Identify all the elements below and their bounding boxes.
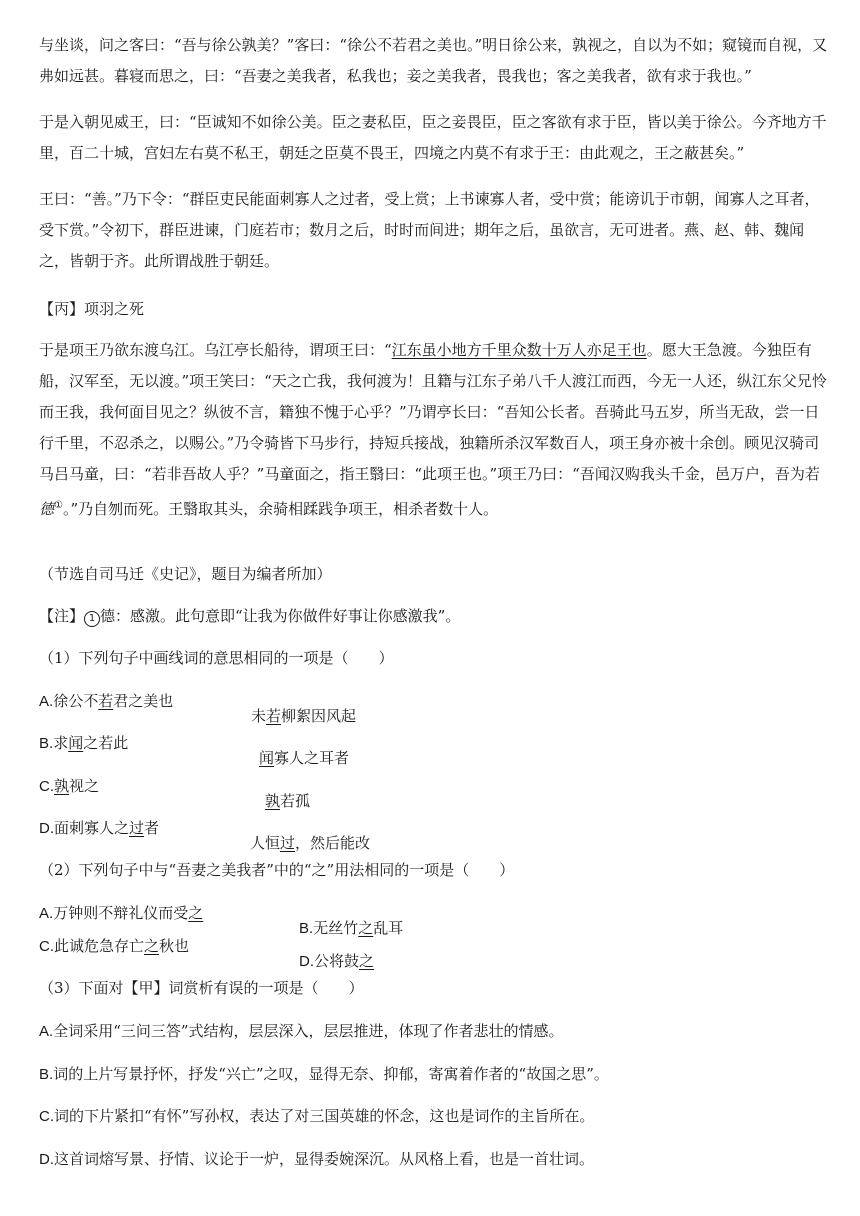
footnote-number: 1 bbox=[84, 611, 100, 627]
option-text: 君之美也 bbox=[113, 692, 174, 710]
underlined-word: 若 bbox=[266, 707, 282, 725]
option-text: 秋也 bbox=[159, 937, 190, 955]
option-text: 乱耳 bbox=[373, 919, 404, 937]
option-letter: C. bbox=[39, 1108, 54, 1125]
passage-bing-text-b: 。愿大王急渡。今独臣有船，汉军至，无以渡。”项王笑曰：“天之亡我，我何渡为！且籍与江东子弟八千人渡江而西，今无一人还，纵江东父兄怜而王我，我何面目见之？纵彼不言，籍独不愧于心乎？”乃谓亭长曰：“吾知公长者。吾骑此马五岁，所当无敌，尝一日行千里，不忍杀之，以赐公。”乃令骑皆下马步行，持短兵接战，独籍所杀汉军数百人，项王身亦被十余创。顾见汉骑司马吕马童，曰：“若非吾故人乎？”马童面之，指王翳曰：“此项王也。”项王乃曰：“吾闻汉购我头千金，邑万户，吾为若 bbox=[39, 341, 827, 483]
option-text: 若孤 bbox=[280, 792, 311, 810]
question-1-option-d-second bbox=[250, 832, 370, 854]
passage-bing-heading: 【丙】项羽之死 bbox=[39, 300, 145, 318]
question-3-stem: （3）下面对【甲】词赏析有误的一项是（ ） bbox=[39, 979, 364, 997]
annotated-word-de: 德 bbox=[39, 500, 55, 518]
passage-bing-paragraph bbox=[39, 335, 829, 525]
underlined-word: 过 bbox=[129, 819, 145, 837]
passage-bing-underlined-sentence: 江东虽小地方千里众数十万人亦足王也 bbox=[391, 341, 647, 359]
underlined-word: 若 bbox=[98, 692, 114, 710]
underlined-word: 之 bbox=[358, 919, 374, 937]
option-letter: C. bbox=[39, 778, 54, 795]
question-3-option-d bbox=[39, 1148, 594, 1171]
passage-bing-text-a: 于是项王乃欲东渡乌江。乌江亭长船待，谓项王曰：“ bbox=[39, 341, 392, 359]
passage-yi-paragraph-3: 王曰：“善。”乃下令：“群臣吏民能面刺寡人之过者，受上赏；上书谏寡人者，受中赏；能谤讥于市朝，闻寡人之耳者，受下赏。”令初下，群臣进谏，门庭若市；数月之后，时时而间进；期年之后，虽欲言，无可进者。燕、赵、韩、魏闻之，皆朝于齐。此所谓战胜于朝廷。 bbox=[39, 190, 820, 270]
question-1-option-b-second bbox=[259, 747, 349, 769]
passage-yi-paragraph-1: 与坐谈，问之客曰：“吾与徐公孰美？”客曰：“徐公不若君之美也。”明日徐公来，孰视之，自以为不如；窥镜而自视，又弗如远甚。暮寝而思之，曰：“吾妻之美我者，私我也；妾之美我者，畏我也；客之美我者，欲有求于我也。” bbox=[39, 36, 828, 85]
underlined-word: 过 bbox=[280, 834, 296, 852]
option-text: 求 bbox=[53, 734, 69, 752]
passage-yi-paragraph-2: 于是入朝见威王，曰：“臣诚知不如徐公美。臣之妻私臣，臣之妾畏臣，臣之客欲有求于臣，皆以美于徐公。今齐地方千里，百二十城，宫妇左右莫不私王，朝廷之臣莫不畏王，四境之内莫不有求于王：由此观之，王之蔽甚矣。” bbox=[39, 113, 827, 162]
question-1-option-b bbox=[39, 732, 128, 755]
option-text: 词的下片紧扣“有怀”写孙权，表达了对三国英雄的怀念，这也是词作的主旨所在。 bbox=[54, 1107, 595, 1125]
footnote-marker: ① bbox=[54, 500, 63, 511]
option-text: 词的上片写景抒怀，抒发“兴亡”之叹，显得无奈、抑郁，寄寓着作者的“故国之思”。 bbox=[53, 1065, 609, 1083]
option-text: 万钟则不辩礼仪而受 bbox=[53, 904, 189, 922]
option-text: 未 bbox=[251, 707, 267, 725]
underlined-word: 之 bbox=[359, 952, 375, 970]
question-1-option-d bbox=[39, 817, 159, 840]
option-letter: A. bbox=[39, 1023, 54, 1040]
underlined-word: 闻 bbox=[259, 749, 275, 767]
underlined-word: 孰 bbox=[265, 792, 281, 810]
footnote-label: 【注】 bbox=[39, 607, 85, 625]
underlined-word: 孰 bbox=[54, 777, 70, 795]
option-text: 视之 bbox=[69, 777, 100, 795]
question-2-option-d bbox=[299, 950, 374, 973]
footnote-text: 德：感激。此句意即“让我为你做件好事让你感激我”。 bbox=[100, 607, 461, 625]
option-text: 徐公不 bbox=[53, 692, 99, 710]
option-letter: C. bbox=[39, 938, 54, 955]
underlined-word: 之 bbox=[188, 904, 204, 922]
question-1-option-c bbox=[39, 775, 99, 798]
question-2-option-b bbox=[299, 917, 403, 940]
question-1-option-a bbox=[39, 690, 173, 713]
option-letter: D. bbox=[39, 1151, 54, 1168]
option-letter: B. bbox=[299, 920, 314, 937]
option-text: 此诚危急存亡 bbox=[54, 937, 145, 955]
passage-source: （节选自司马迁《史记》，题目为编者所加） bbox=[39, 565, 332, 583]
question-1-option-c-second bbox=[265, 790, 310, 812]
question-3-option-a bbox=[39, 1020, 564, 1043]
question-3-option-c bbox=[39, 1105, 594, 1128]
option-text: 者 bbox=[144, 819, 160, 837]
underlined-word: 闻 bbox=[68, 734, 84, 752]
question-1-option-a-second bbox=[251, 705, 356, 727]
underlined-word: 之 bbox=[144, 937, 160, 955]
option-text: 这首词熔写景、抒情、议论于一炉，显得委婉深沉。从风格上看，也是一首壮词。 bbox=[54, 1150, 595, 1168]
option-letter: A. bbox=[39, 693, 54, 710]
option-text: 公将鼓 bbox=[314, 952, 360, 970]
option-text: 寡人之耳者 bbox=[274, 749, 350, 767]
option-letter: A. bbox=[39, 905, 54, 922]
question-3-option-b bbox=[39, 1063, 609, 1086]
option-text: 无丝竹 bbox=[313, 919, 359, 937]
option-text: 人恒 bbox=[250, 834, 281, 852]
footnote bbox=[39, 605, 460, 627]
option-text: 之若此 bbox=[83, 734, 129, 752]
option-text: ，然后能改 bbox=[295, 834, 371, 852]
option-letter: B. bbox=[39, 1066, 54, 1083]
passage-bing-text-c: 。”乃自刎而死。王翳取其头，余骑相蹂践争项王，相杀者数十人。 bbox=[62, 500, 499, 518]
option-text: 柳絮因风起 bbox=[281, 707, 357, 725]
question-2-option-c bbox=[39, 935, 189, 958]
option-text: 全词采用“三问三答”式结构，层层深入，层层推进，体现了作者悲壮的情感。 bbox=[53, 1022, 564, 1040]
option-text: 面刺寡人之 bbox=[54, 819, 130, 837]
option-letter: B. bbox=[39, 735, 54, 752]
question-2-stem: （2）下列句子中与“吾妻之美我者”中的“之”用法相同的一项是（ ） bbox=[39, 861, 515, 879]
option-letter: D. bbox=[299, 953, 314, 970]
question-1-stem: （1）下列句子中画线词的意思相同的一项是（ ） bbox=[39, 649, 394, 667]
question-2-option-a bbox=[39, 902, 203, 925]
option-letter: D. bbox=[39, 820, 54, 837]
